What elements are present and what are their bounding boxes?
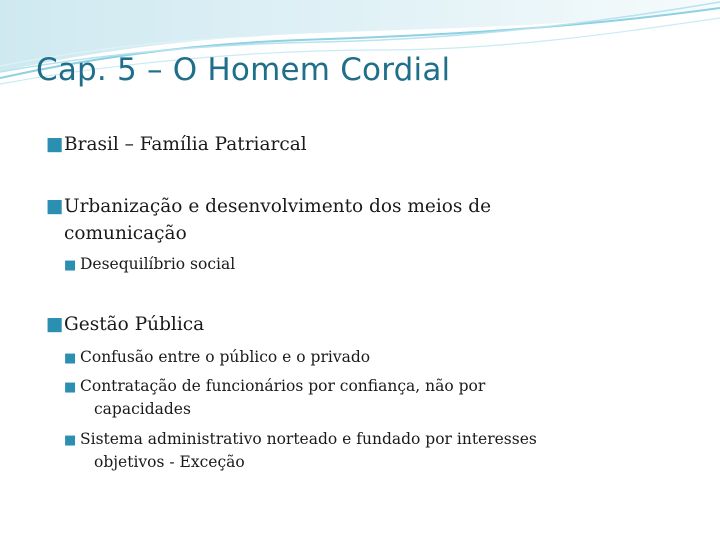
bullet-item (46, 195, 491, 218)
sub-bullet-text-continuation: objetivos - Exceção (94, 453, 245, 471)
bullet-text: Urbanização e desenvolvimento dos meios de (64, 196, 492, 217)
bullet-text-continuation: comunicação (64, 223, 187, 244)
sub-bullet-text-continuation: capacidades (94, 400, 191, 418)
sub-bullet-text: Confusão entre o público e o privado (80, 348, 371, 366)
sub-bullet-text: Contratação de funcionários por confiança, não por (80, 377, 486, 395)
bullet-icon: ■ (46, 314, 64, 335)
sub-bullet-icon: ■ (64, 258, 77, 273)
sub-bullet-icon: ■ (64, 433, 77, 448)
sub-bullet-icon: ■ (64, 351, 77, 366)
sub-bullet-item (64, 255, 235, 275)
sub-bullet-item (64, 348, 370, 368)
sub-bullet-text: Sistema administrativo norteado e fundado por interesses (80, 430, 537, 448)
bullet-text: Gestão Pública (64, 314, 205, 335)
bullet-icon: ■ (46, 134, 64, 155)
slide-title: Cap. 5 – O Homem Cordial (36, 52, 451, 88)
sub-bullet-text: Desequilíbrio social (80, 255, 236, 273)
sub-bullet-icon: ■ (64, 380, 77, 395)
bullet-item (46, 133, 307, 156)
sub-bullet-item (64, 377, 485, 397)
bullet-icon: ■ (46, 196, 64, 217)
sub-bullet-item (64, 430, 537, 450)
bullet-item (46, 313, 204, 336)
bullet-text: Brasil – Família Patriarcal (64, 134, 307, 155)
